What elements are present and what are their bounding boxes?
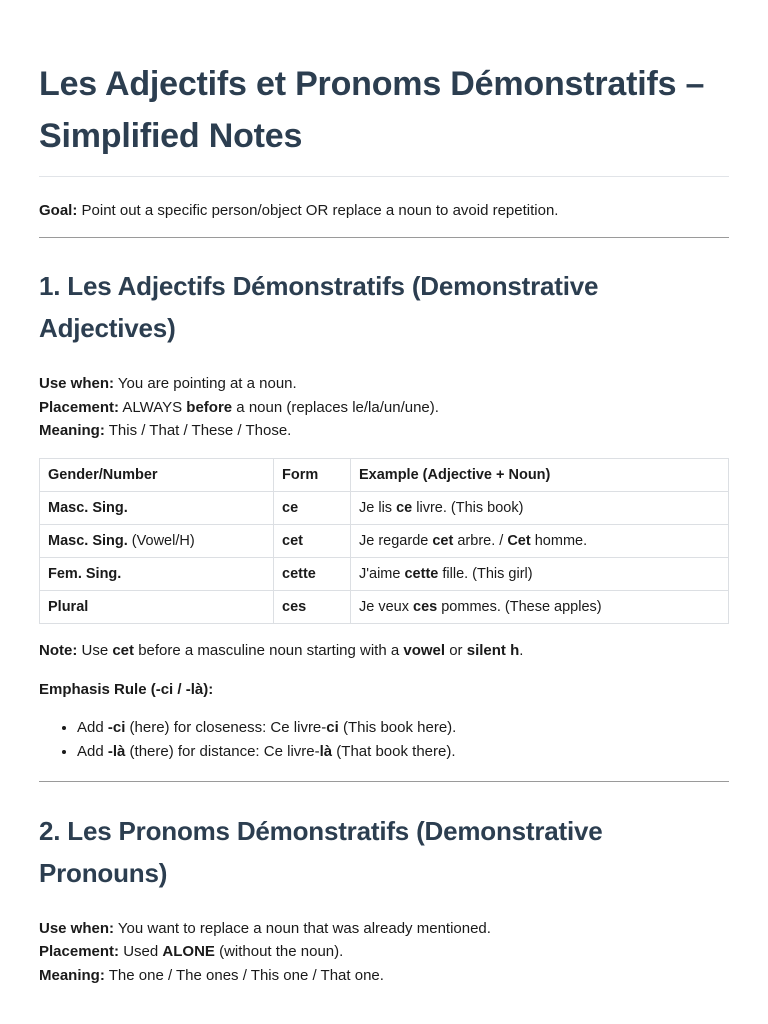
gender-cell <box>40 491 274 524</box>
note-bold: vowel <box>403 641 446 659</box>
table-row <box>40 524 729 557</box>
gender-label: Fem. Sing. <box>48 565 122 582</box>
goal-line <box>39 177 729 222</box>
form-cell <box>274 524 351 557</box>
form-cell <box>274 557 351 590</box>
goal-text: Point out a specific person/object OR replace a noun to avoid repetition. <box>77 202 559 219</box>
placement-line <box>39 396 729 420</box>
rule-text: (here) for closeness: Ce livre- <box>125 718 327 736</box>
meaning-label: Meaning: <box>39 966 105 984</box>
placement-text-end: (without the noun). <box>214 943 344 960</box>
gender-cell <box>40 524 274 557</box>
meaning-text: The one / The ones / This one / That one. <box>104 966 384 984</box>
placement-text-end: a noun (replaces le/la/un/une). <box>232 398 439 416</box>
note-text: or <box>445 641 467 659</box>
note-text: before a masculine noun starting with a <box>134 641 404 659</box>
section2-heading: 2. Les Pronoms Démonstratifs (Demonstrative Pronouns) <box>39 815 603 888</box>
table-header-row <box>40 458 729 491</box>
form-cell <box>274 491 351 524</box>
note-bold: silent h <box>466 641 520 659</box>
form-label: cette <box>282 565 316 582</box>
placement-text: ALWAYS <box>119 398 187 416</box>
use-when-label: Use when: <box>39 375 115 392</box>
form-label: cet <box>282 532 303 549</box>
table-row <box>40 491 729 524</box>
rule-bold: -là <box>107 742 126 760</box>
meaning-line <box>39 964 729 988</box>
note-line <box>39 624 729 662</box>
form-label: ce <box>282 499 299 516</box>
goal-label: Goal: <box>39 202 78 219</box>
example-cell <box>351 524 729 557</box>
rule-text: (That book there). <box>332 742 456 760</box>
example-bold: cet <box>432 532 454 549</box>
placement-label: Placement: <box>39 398 120 416</box>
adjective-forms-table <box>39 458 729 624</box>
example-text: Je veux <box>359 598 413 615</box>
page-title: Les Adjectifs et Pronoms Démonstratifs – Simplified Notes <box>39 65 705 155</box>
header-example: Example (Adjective + Noun) <box>351 458 729 491</box>
form-label: ces <box>282 598 307 615</box>
example-bold: cette <box>404 565 439 582</box>
use-when-text: You are pointing at a noun. <box>114 375 297 392</box>
header-gender: Gender/Number <box>40 458 274 491</box>
use-when-label: Use when: <box>39 919 115 937</box>
meaning-line <box>39 419 729 443</box>
note-label: Note: <box>39 641 78 659</box>
example-text: pommes. (These apples) <box>437 598 602 615</box>
meaning-text: This / That / These / Those. <box>104 422 292 439</box>
example-text: Je regarde <box>359 532 433 549</box>
placement-text: Used <box>119 943 163 960</box>
rule-text: (This book here). <box>338 718 457 736</box>
gender-label: Masc. Sing. <box>48 499 128 516</box>
rule-bold: là <box>319 742 333 760</box>
example-cell <box>351 590 729 623</box>
table-row <box>40 590 729 623</box>
example-text: J'aime <box>359 565 405 582</box>
section2-summary <box>39 894 729 988</box>
placement-line <box>39 940 729 964</box>
header-form: Form <box>274 458 351 491</box>
example-bold: ce <box>396 499 413 516</box>
list-item <box>77 716 729 740</box>
use-when-text: You want to replace a noun that was already mentioned. <box>114 919 491 937</box>
gender-label: Plural <box>48 598 89 615</box>
note-bold: cet <box>112 641 135 659</box>
emphasis-rule-heading: Emphasis Rule (-ci / -là): <box>39 680 214 698</box>
section1-summary <box>39 349 729 443</box>
meaning-label: Meaning: <box>39 422 105 439</box>
example-bold: Cet <box>507 532 531 549</box>
table-row <box>40 557 729 590</box>
example-text: arbre. / <box>453 532 508 549</box>
note-text: Use <box>77 641 113 659</box>
example-cell <box>351 557 729 590</box>
gender-cell <box>40 557 274 590</box>
gender-cell <box>40 590 274 623</box>
example-text: fille. (This girl) <box>438 565 533 582</box>
section1-heading: 1. Les Adjectifs Démonstratifs (Demonstrative Adjectives) <box>39 271 599 343</box>
gender-label: Masc. Sing. <box>48 532 128 549</box>
rule-text: Add <box>77 718 108 736</box>
placement-bold: before <box>186 398 233 416</box>
example-text: livre. (This book) <box>412 499 524 516</box>
rule-bold: ci <box>326 718 339 736</box>
example-bold: ces <box>413 598 438 615</box>
example-text: homme. <box>530 532 588 549</box>
emphasis-rule-list <box>39 716 729 764</box>
example-text: Je lis <box>359 499 397 516</box>
list-item <box>77 740 729 764</box>
placement-label: Placement: <box>39 943 120 960</box>
rule-bold: -ci <box>107 718 126 736</box>
example-cell <box>351 491 729 524</box>
form-cell <box>274 590 351 623</box>
rule-text: Add <box>77 742 108 760</box>
use-when-line <box>39 372 729 396</box>
gender-note: (Vowel/H) <box>127 532 195 549</box>
note-text: . <box>519 641 524 659</box>
rule-text: (there) for distance: Ce livre- <box>125 742 320 760</box>
use-when-line <box>39 917 729 941</box>
placement-bold: ALONE <box>162 943 215 960</box>
